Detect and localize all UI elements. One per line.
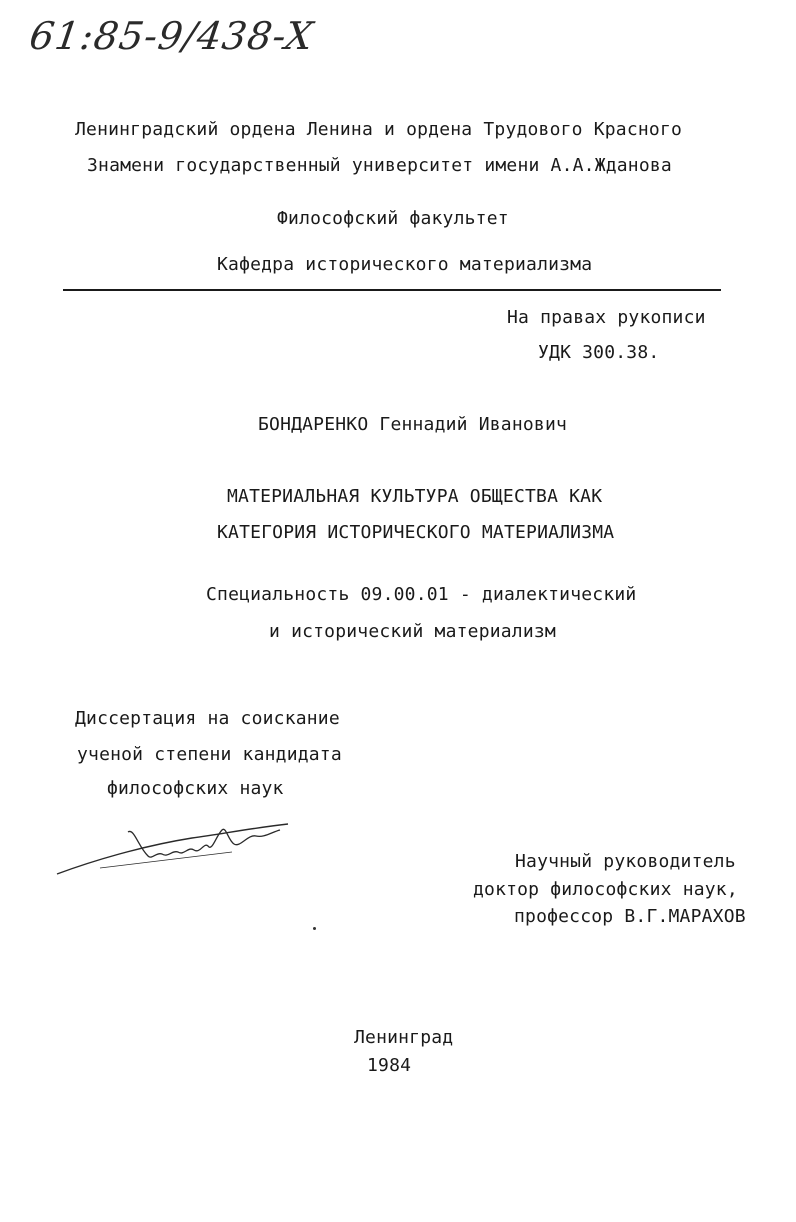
degree-line-3: философских наук [107, 778, 284, 799]
degree-line-1: Диссертация на соискание [75, 708, 340, 729]
udc-code: УДК 300.38. [538, 342, 660, 363]
header-divider [63, 289, 721, 291]
university-line-2: Знамени государственный университет имени А.А.Жданова [87, 155, 672, 176]
author-name: БОНДАРЕНКО Геннадий Иванович [258, 414, 568, 435]
speck [313, 927, 316, 930]
supervisor-line-2: доктор философских наук, [473, 879, 738, 900]
university-line-1: Ленинградский ордена Ленина и ордена Трудового Красного [75, 119, 683, 140]
supervisor-line-1: Научный руководитель [515, 851, 736, 872]
manuscript-rights-note: На правах рукописи [507, 307, 706, 328]
specialty-line-2: и исторический материализм [269, 621, 556, 642]
thesis-title-line-1: МАТЕРИАЛЬНАЯ КУЛЬТУРА ОБЩЕСТВА КАК [227, 486, 603, 507]
author-signature [52, 806, 302, 886]
faculty-name: Философский факультет [277, 208, 509, 229]
degree-line-2: ученой степени кандидата [77, 744, 342, 765]
department-name: Кафедра исторического материализма [217, 254, 593, 275]
city: Ленинград [354, 1027, 454, 1048]
year: 1984 [367, 1055, 412, 1076]
supervisor-line-3: профессор В.Г.МАРАХОВ [514, 906, 746, 927]
thesis-title-line-2: КАТЕГОРИЯ ИСТОРИЧЕСКОГО МАТЕРИАЛИЗМА [217, 522, 615, 543]
archive-handwritten-mark: 61:85-9/438-X [26, 14, 317, 58]
specialty-line-1: Специальность 09.00.01 - диалектический [206, 584, 637, 605]
